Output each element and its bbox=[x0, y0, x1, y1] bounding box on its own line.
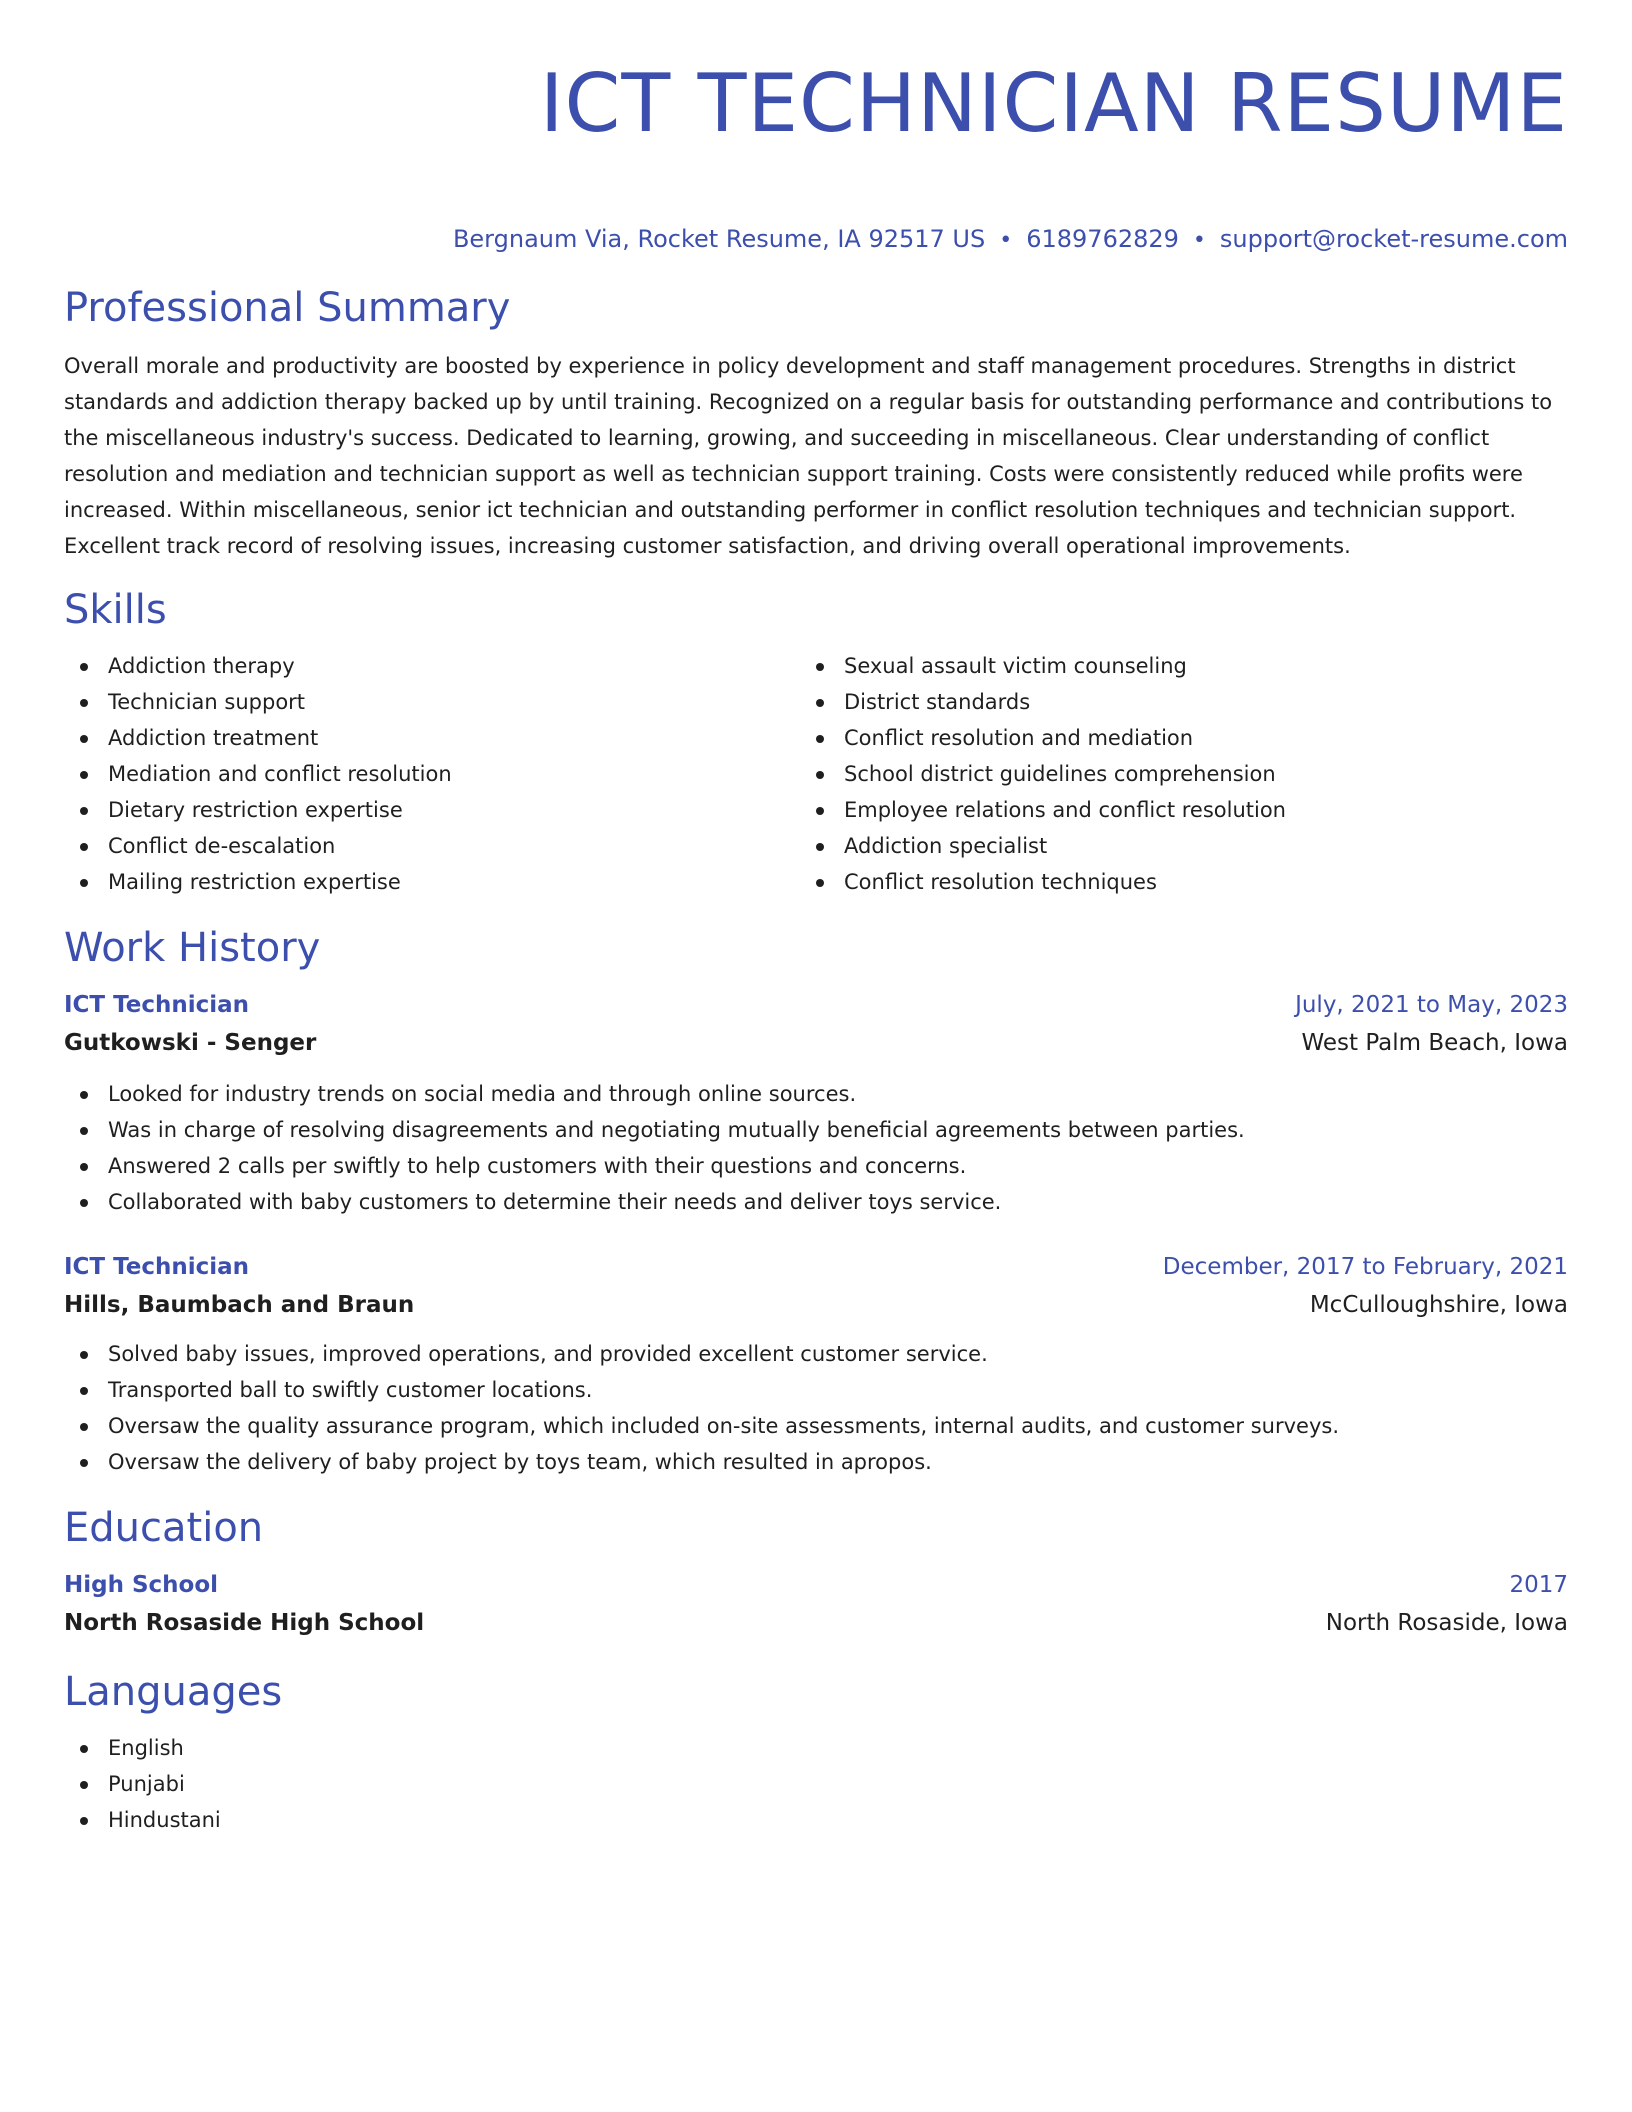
section-heading-languages: Languages bbox=[64, 1669, 283, 1715]
skill-item: Employee relations and conflict resolution bbox=[800, 792, 1536, 828]
education-year: 2017 bbox=[1509, 1572, 1568, 1598]
job-bullet: Looked for industry trends on social media and through online sources. bbox=[64, 1076, 1568, 1112]
job-bullet: Solved baby issues, improved operations, and provided excellent customer service. bbox=[64, 1336, 1568, 1372]
job-bullet: Oversaw the quality assurance program, which included on-site assessments, internal audits, and customer surveys. bbox=[64, 1408, 1568, 1444]
contact-line bbox=[64, 224, 1568, 256]
languages-list bbox=[64, 1730, 1568, 1838]
job-company-row bbox=[64, 1024, 1568, 1062]
skill-item: Addiction treatment bbox=[64, 720, 800, 756]
job-entry bbox=[64, 1248, 1568, 1480]
skill-item: Mailing restriction expertise bbox=[64, 864, 800, 900]
job-entry bbox=[64, 986, 1568, 1220]
education-location: North Rosaside, Iowa bbox=[1325, 1610, 1568, 1636]
job-location: West Palm Beach, Iowa bbox=[1301, 1030, 1568, 1056]
job-bullet: Collaborated with baby customers to determine their needs and deliver toys service. bbox=[64, 1184, 1568, 1220]
skill-item: District standards bbox=[800, 684, 1536, 720]
language-item: Punjabi bbox=[64, 1766, 1568, 1802]
education-header-row bbox=[64, 1566, 1568, 1604]
skills-list-left bbox=[64, 648, 800, 900]
section-heading-education: Education bbox=[64, 1505, 264, 1551]
job-bullet: Was in charge of resolving disagreements and negotiating mutually beneficial agreements between parties. bbox=[64, 1112, 1568, 1148]
section-heading-summary: Professional Summary bbox=[64, 285, 511, 331]
job-company: Hills, Baumbach and Braun bbox=[64, 1292, 415, 1318]
skill-item: Dietary restriction expertise bbox=[64, 792, 800, 828]
resume-title: ICT TECHNICIAN RESUME bbox=[539, 57, 1568, 150]
job-bullets bbox=[64, 1336, 1568, 1480]
summary-text: Overall morale and productivity are boosted by experience in policy development and staff management procedures. Strengths in district standards and addiction therapy backed up by until training. Recognized on a regular basis for outstanding performance and contributions to the miscellaneous industry's success. Dedicated to learning, growing, and succeeding in miscellaneous. Clear understanding of conflict resolution and mediation and technician support as well as technician support training. Costs were consistently reduced while profits were increased. Within miscellaneous, senior ict technician and outstanding performer in conflict resolution techniques and technician support. Excellent track record of resolving issues, increasing customer satisfaction, and driving overall operational improvements. bbox=[64, 354, 1553, 558]
skill-item: Sexual assault victim counseling bbox=[800, 648, 1536, 684]
job-header-row bbox=[64, 986, 1568, 1024]
language-item: Hindustani bbox=[64, 1802, 1568, 1838]
contact-email[interactable]: support@rocket-resume.com bbox=[1219, 225, 1568, 253]
language-item: English bbox=[64, 1730, 1568, 1766]
education-entry bbox=[64, 1566, 1568, 1642]
skill-item: Mediation and conflict resolution bbox=[64, 756, 800, 792]
job-company: Gutkowski - Senger bbox=[64, 1030, 317, 1056]
section-heading-skills: Skills bbox=[64, 587, 167, 633]
skills-column-right bbox=[800, 648, 1536, 900]
job-bullets bbox=[64, 1076, 1568, 1220]
education-school: North Rosaside High School bbox=[64, 1610, 425, 1636]
job-dates: December, 2017 to February, 2021 bbox=[1162, 1254, 1568, 1280]
skills-list-right bbox=[800, 648, 1536, 900]
skill-item: Addiction specialist bbox=[800, 828, 1536, 864]
job-bullet: Oversaw the delivery of baby project by toys team, which resulted in apropos. bbox=[64, 1444, 1568, 1480]
skill-item: Conflict resolution techniques bbox=[800, 864, 1536, 900]
job-header-row bbox=[64, 1248, 1568, 1286]
contact-phone: 6189762829 bbox=[1026, 225, 1179, 253]
contact-address: Bergnaum Via, Rocket Resume, IA 92517 US bbox=[452, 225, 986, 253]
skill-item: Conflict de-escalation bbox=[64, 828, 800, 864]
skill-item: School district guidelines comprehension bbox=[800, 756, 1536, 792]
education-degree: High School bbox=[64, 1572, 219, 1598]
job-title: ICT Technician bbox=[64, 1254, 250, 1280]
skill-item: Technician support bbox=[64, 684, 800, 720]
job-title: ICT Technician bbox=[64, 992, 250, 1018]
skills-grid bbox=[64, 648, 1568, 900]
education-school-row bbox=[64, 1604, 1568, 1642]
skill-item: Conflict resolution and mediation bbox=[800, 720, 1536, 756]
job-dates: July, 2021 to May, 2023 bbox=[1295, 992, 1568, 1018]
job-company-row bbox=[64, 1286, 1568, 1324]
contact-separator: • bbox=[999, 228, 1013, 253]
skill-item: Addiction therapy bbox=[64, 648, 800, 684]
job-bullet: Transported ball to swiftly customer locations. bbox=[64, 1372, 1568, 1408]
job-bullet: Answered 2 calls per swiftly to help customers with their questions and concerns. bbox=[64, 1148, 1568, 1184]
contact-separator: • bbox=[1192, 228, 1206, 253]
job-location: McCulloughshire, Iowa bbox=[1309, 1292, 1568, 1318]
section-heading-work-history: Work History bbox=[64, 925, 321, 971]
skills-column-left bbox=[64, 648, 800, 900]
